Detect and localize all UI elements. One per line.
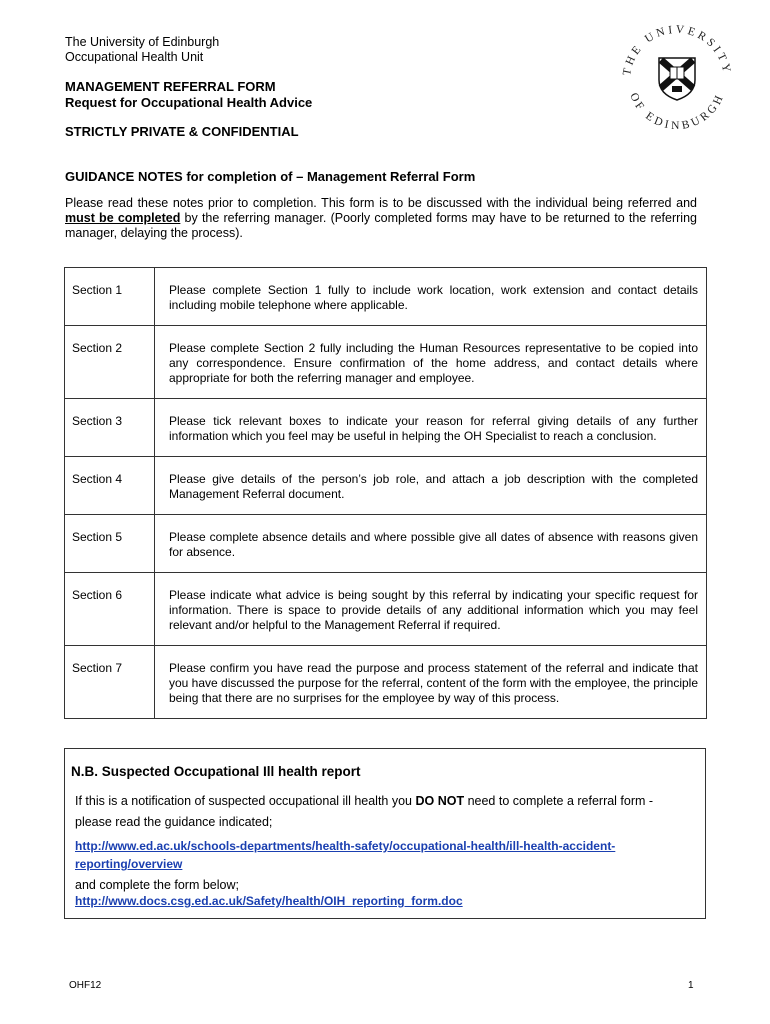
nb-line-1 bbox=[75, 794, 653, 809]
table-row bbox=[65, 268, 707, 326]
section-description: Please complete Section 1 fully to include work location, work extension and contact details including mobile telephone where applicable. bbox=[155, 268, 707, 326]
guidance-intro bbox=[65, 196, 697, 241]
form-subtitle: Request for Occupational Health Advice bbox=[65, 95, 313, 110]
section-description: Please confirm you have read the purpose and process statement of the referral and indicate that you have discussed the purpose for the referral, content of the form with the employee, the principle being that there are no surprises for the employee by way of this process. bbox=[155, 646, 707, 719]
form-title: MANAGEMENT REFERRAL FORM bbox=[65, 79, 276, 94]
oih-reporting-form-link[interactable]: http://www.docs.csg.ed.ac.uk/Safety/health/OIH_reporting_form.doc bbox=[75, 894, 463, 908]
guidance-intro-text: Please read these notes prior to completion. This form is to be discussed with the individual being referred and bbox=[65, 196, 697, 210]
section-description: Please indicate what advice is being sought by this referral by indicating your specific request for information. There is space to provide details of any additional information which you may feel relevant and/or helpful to the Management Referral if required. bbox=[155, 573, 707, 646]
section-label: Section 3 bbox=[65, 399, 155, 457]
nb-line-1-text: If this is a notification of suspected occupational ill health you bbox=[75, 794, 416, 808]
section-label: Section 6 bbox=[65, 573, 155, 646]
page-number: 1 bbox=[688, 980, 694, 991]
section-label: Section 2 bbox=[65, 326, 155, 399]
section-description: Please tick relevant boxes to indicate your reason for referral giving details of any further information which you feel may be useful in helping the OH Specialist to reach a conclusion. bbox=[155, 399, 707, 457]
table-row bbox=[65, 573, 707, 646]
confidential-notice: STRICTLY PRIVATE & CONFIDENTIAL bbox=[65, 124, 299, 139]
nb-line-3: and complete the form below; bbox=[75, 878, 239, 892]
section-description: Please give details of the person’s job role, and attach a job description with the completed Management Referral document. bbox=[155, 457, 707, 515]
org-name: The University of Edinburgh bbox=[65, 35, 220, 49]
table-row bbox=[65, 515, 707, 573]
sections-guidance-table bbox=[64, 267, 707, 719]
form-code: OHF12 bbox=[69, 980, 102, 991]
section-label: Section 5 bbox=[65, 515, 155, 573]
section-description: Please complete absence details and where possible give all dates of absence with reasons given for absence. bbox=[155, 515, 707, 573]
section-label: Section 7 bbox=[65, 646, 155, 719]
nb-line-2: please read the guidance indicated; bbox=[75, 815, 273, 829]
crest-ring-top-text: THE UNIVERSITY bbox=[621, 23, 733, 77]
do-not-emphasis: DO NOT bbox=[415, 794, 465, 808]
nb-line-1-text-2: need to complete a referral form - bbox=[464, 794, 654, 808]
table-row bbox=[65, 399, 707, 457]
table-row bbox=[65, 457, 707, 515]
guidance-intro-text-2: by the referring manager. (Poorly completed forms may have to be returned to the referring manager, delaying the process). bbox=[65, 211, 697, 240]
section-description: Please complete Section 2 fully including the Human Resources representative to be copied into any correspondence. Ensure confirmation of the home address, and contact details where appropriate for both the referring manager and employee. bbox=[155, 326, 707, 399]
guidance-heading: GUIDANCE NOTES for completion of – Management Referral Form bbox=[65, 169, 476, 184]
table-row bbox=[65, 646, 707, 719]
ill-health-guidance-link[interactable]: http://www.ed.ac.uk/schools-departments/health-safety/occupational-health/ill-health-accident-reporting/overview bbox=[75, 839, 616, 871]
section-label: Section 4 bbox=[65, 457, 155, 515]
shield-icon bbox=[659, 58, 695, 100]
crest-ring-bottom-text: OF EDINBURGH bbox=[627, 91, 727, 133]
nb-title: N.B. Suspected Occupational Ill health report bbox=[71, 764, 361, 779]
must-be-completed-emphasis: must be completed bbox=[65, 211, 181, 225]
section-label: Section 1 bbox=[65, 268, 155, 326]
occupational-ill-health-notice-box bbox=[64, 748, 706, 919]
table-row bbox=[65, 326, 707, 399]
org-unit: Occupational Health Unit bbox=[65, 50, 204, 64]
university-crest-logo bbox=[616, 14, 738, 136]
